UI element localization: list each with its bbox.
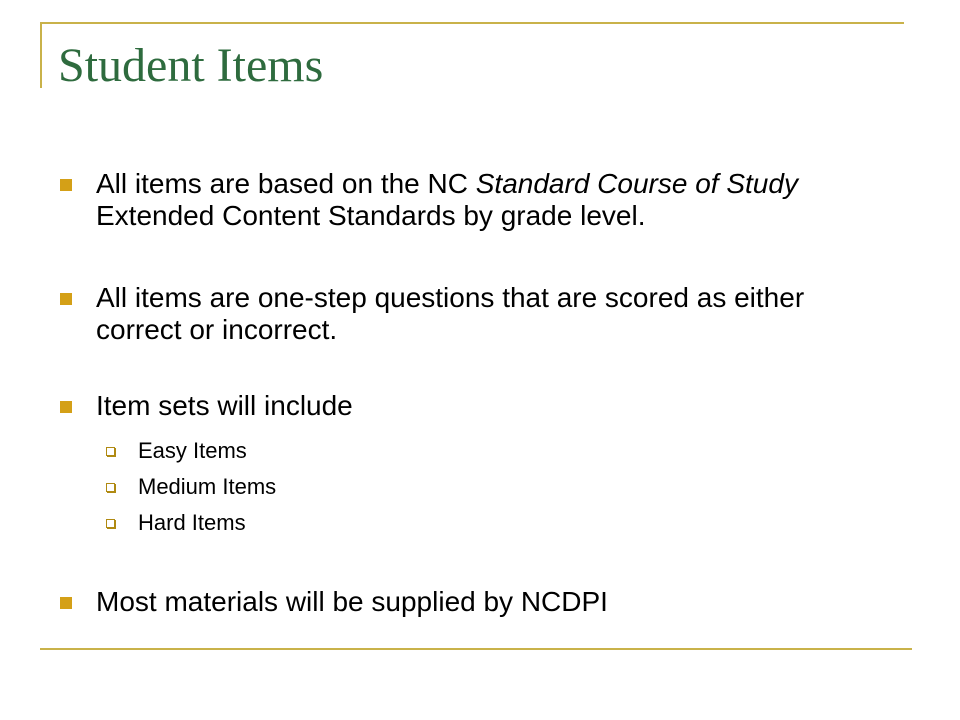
bullet-item (60, 390, 860, 536)
sub-bullet-text: Hard Items (138, 510, 246, 535)
bullet-list (60, 168, 860, 618)
square-bullet-icon (60, 179, 72, 191)
hollow-square-bullet-icon (106, 447, 115, 456)
hollow-square-bullet-icon (106, 483, 115, 492)
hollow-square-bullet-icon (106, 519, 115, 528)
top-rule (40, 22, 904, 24)
sub-bullet-item (96, 438, 860, 464)
sub-bullet-item (96, 510, 860, 536)
bullet-text (96, 168, 798, 231)
sub-bullet-list (96, 438, 860, 536)
square-bullet-icon (60, 401, 72, 413)
text-segment: Extended Content Standards by grade level. (96, 200, 646, 231)
square-bullet-icon (60, 293, 72, 305)
sub-bullet-text: Medium Items (138, 474, 277, 499)
sub-bullet-item (96, 474, 860, 500)
sub-bullet-text: Easy Items (138, 438, 247, 463)
bottom-rule (40, 648, 912, 650)
bullet-item (60, 586, 860, 618)
slide-title: Student Items (58, 39, 324, 92)
text-segment: All items are based on the NC (96, 168, 476, 199)
bullet-item (60, 168, 860, 232)
bullet-text: Most materials will be supplied by NCDPI (96, 586, 608, 617)
bullet-item (60, 282, 860, 346)
left-rule (40, 22, 42, 88)
text-segment-italic: Standard Course of Study (475, 168, 798, 199)
bullet-text: Item sets will include (96, 390, 353, 421)
square-bullet-icon (60, 597, 72, 609)
bullet-text: All items are one-step questions that are scored as either correct or incorrect. (96, 282, 805, 345)
